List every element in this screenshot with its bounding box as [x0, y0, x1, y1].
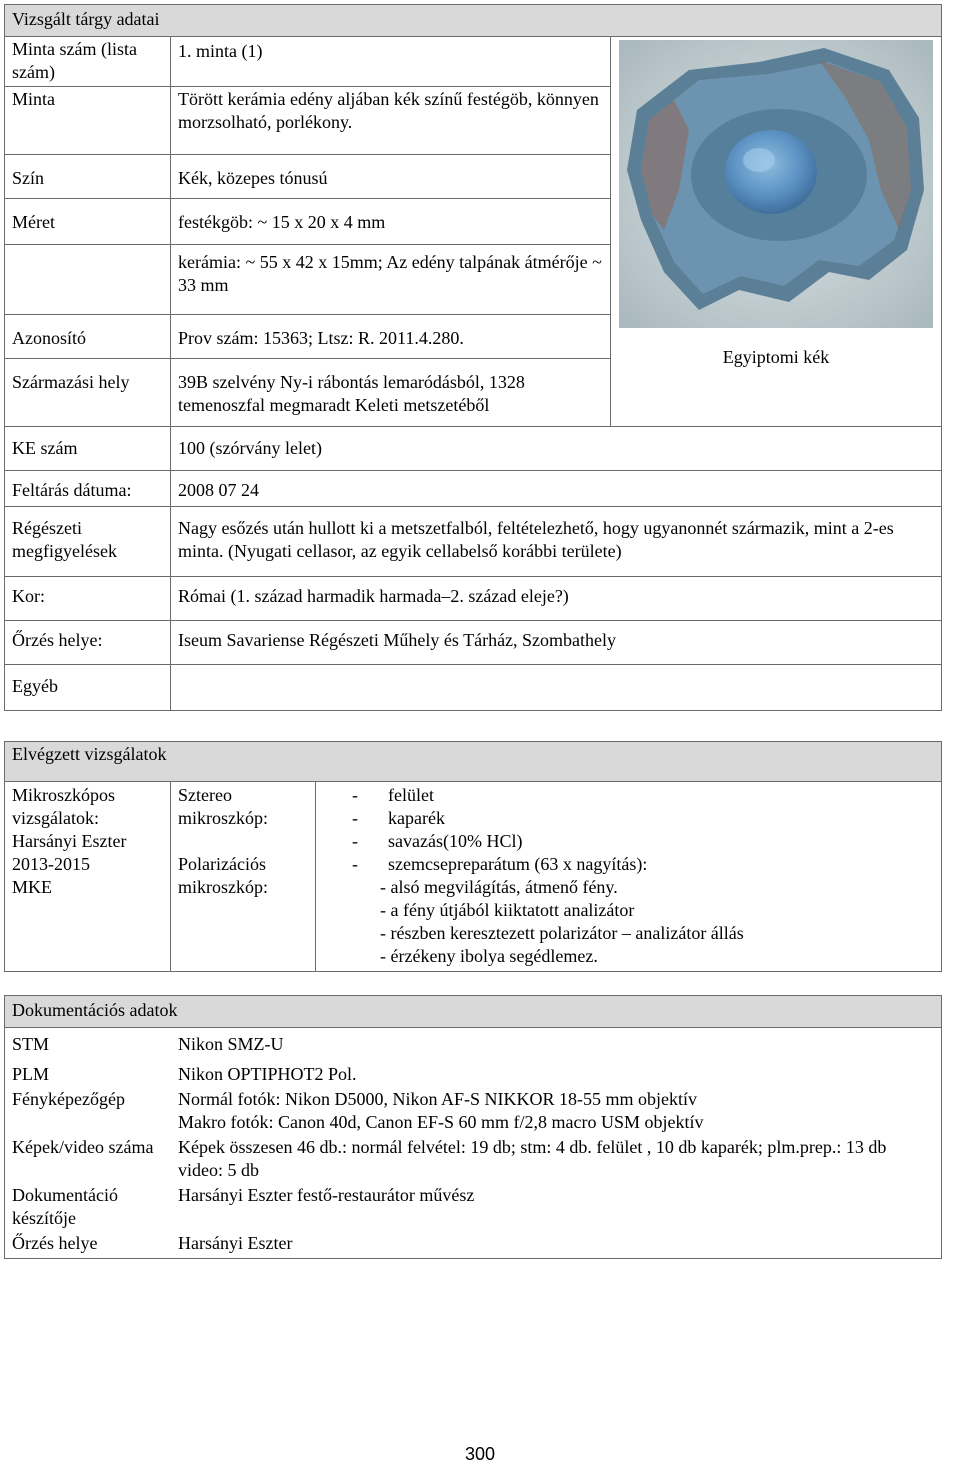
storage-place-label: Őrzés helye:	[5, 621, 171, 665]
other-label: Egyéb	[5, 665, 171, 711]
stereo-item: - savazás(10% HCl)	[352, 831, 523, 851]
excavation-date-value: 2008 07 24	[171, 471, 942, 507]
documenter-value: Harsányi Eszter festő-restaurátor művész	[178, 1185, 475, 1205]
sample-number-label: Minta szám (lista szám)	[5, 37, 171, 87]
images-count-label: Képek/video száma	[12, 1137, 154, 1157]
stereo-microscope-label: Sztereo mikroszkóp:	[178, 785, 268, 828]
microscopy-heading-2: vizsgálatok:	[12, 808, 99, 828]
polar-subitem: - érzékeny ibolya segédlemez.	[380, 946, 598, 966]
polar-subitem: - a fény útjából kiiktatott analizátor	[380, 900, 635, 920]
sample-photo	[619, 40, 933, 328]
images-count-value	[171, 1135, 942, 1183]
size-value-ceramic: kerámia: ~ 55 x 42 x 15mm; Az edény talpának átmérője ~ 33 mm	[171, 245, 611, 315]
examinations-table	[4, 741, 942, 972]
sample-label: Minta	[5, 87, 171, 155]
origin-label: Származási hely	[5, 359, 171, 427]
section-title-sample-data: Vizsgált tárgy adatai	[5, 5, 942, 37]
examination-years: 2013-2015	[12, 854, 90, 874]
microscopy-info	[5, 782, 171, 972]
documenter-label: Dokumentáció készítője	[12, 1185, 118, 1228]
archaeological-observations-value: Nagy esőzés után hullott ki a metszetfalból, feltételezhető, hogy ugyanonnét származik, mint a 2-es minta. (Nyugati cellasor, az egyik cellabelső korábbi területe)	[171, 507, 942, 577]
plm-label: PLM	[12, 1064, 50, 1084]
polar-item: - szemcsepreparátum (63 x nagyítás):	[352, 854, 648, 874]
storage-place-value: Iseum Savariense Régészeti Műhely és Tárház, Szombathely	[171, 621, 942, 665]
page-number: 300	[464, 1444, 496, 1464]
section-title-examinations: Elvégzett vizsgálatok	[5, 742, 942, 782]
images-total: Képek összesen 46 db.: normál felvétel: 19 db; stm: 4 db. felület , 10 db kaparék; plm.prep.: 13 db	[178, 1137, 887, 1157]
archive-label: Őrzés helye	[12, 1233, 98, 1253]
ke-number-label: KE szám	[5, 427, 171, 471]
stm-value: Nikon SMZ-U	[178, 1034, 284, 1054]
documentation-rows	[5, 1032, 942, 1256]
documentation-table	[4, 995, 942, 1259]
identifier-value: Prov szám: 15363; Ltsz: R. 2011.4.280.	[171, 315, 611, 359]
examiner-name: Harsányi Eszter	[12, 831, 127, 851]
sample-description: Törött kerámia edény aljában kék színű festégöb, könnyen morzsolható, porlékony.	[171, 87, 611, 155]
sample-image-cell	[611, 37, 942, 427]
camera-normal: Normál fotók: Nikon D5000, Nikon AF-S NIKKOR 18-55 mm objektív	[178, 1089, 697, 1109]
stm-label: STM	[12, 1034, 50, 1054]
age-value: Római (1. század harmadik harmada–2. század eleje?)	[171, 577, 942, 621]
identifier-label: Azonosító	[5, 315, 171, 359]
sample-image-caption: Egyiptomi kék	[722, 347, 830, 367]
video-count: video: 5 db	[178, 1160, 259, 1180]
polar-subitem: - részben keresztezett polarizátor – analizátor állás	[380, 923, 744, 943]
documentation-body	[5, 1028, 942, 1259]
size-label: Méret	[5, 199, 171, 245]
polar-subitem: - alsó megvilágítás, átmenő fény.	[380, 877, 618, 897]
origin-value: 39B szelvény Ny-i rábontás lemaródásból, 1328 temenoszfal megmaradt Keleti metszetéből	[171, 359, 611, 427]
archaeological-observations-label: Régészeti megfigyelések	[5, 507, 171, 577]
camera-macro: Makro fotók: Canon 40d, Canon EF-S 60 mm f/2,8 macro USM objektív	[178, 1112, 704, 1132]
stereo-item: - felület	[352, 785, 434, 805]
polarizing-microscope-label: Polarizációs mikroszkóp:	[178, 854, 268, 897]
archive-value: Harsányi Eszter	[178, 1233, 293, 1253]
size-label-continued	[5, 245, 171, 315]
age-label: Kor:	[5, 577, 171, 621]
color-label: Szín	[5, 155, 171, 199]
ke-number-value: 100 (szórvány lelet)	[171, 427, 942, 471]
sample-number-value: 1. minta (1)	[171, 37, 611, 87]
excavation-date-label: Feltárás dátuma:	[5, 471, 171, 507]
camera-value	[171, 1087, 942, 1135]
plm-value: Nikon OPTIPHOT2 Pol.	[178, 1064, 357, 1084]
section-title-documentation: Dokumentációs adatok	[5, 996, 942, 1028]
microscopy-heading: Mikroszkópos	[12, 785, 115, 805]
stereo-item: - kaparék	[352, 808, 445, 828]
examination-list	[316, 782, 942, 972]
color-value: Kék, közepes tónusú	[171, 155, 611, 199]
institution: MKE	[12, 877, 52, 897]
other-value	[171, 665, 942, 711]
size-value-pigment: festékgöb: ~ 15 x 20 x 4 mm	[171, 199, 611, 245]
camera-label: Fényképezőgép	[12, 1089, 125, 1109]
sample-data-table	[4, 4, 942, 711]
microscope-types	[171, 782, 316, 972]
